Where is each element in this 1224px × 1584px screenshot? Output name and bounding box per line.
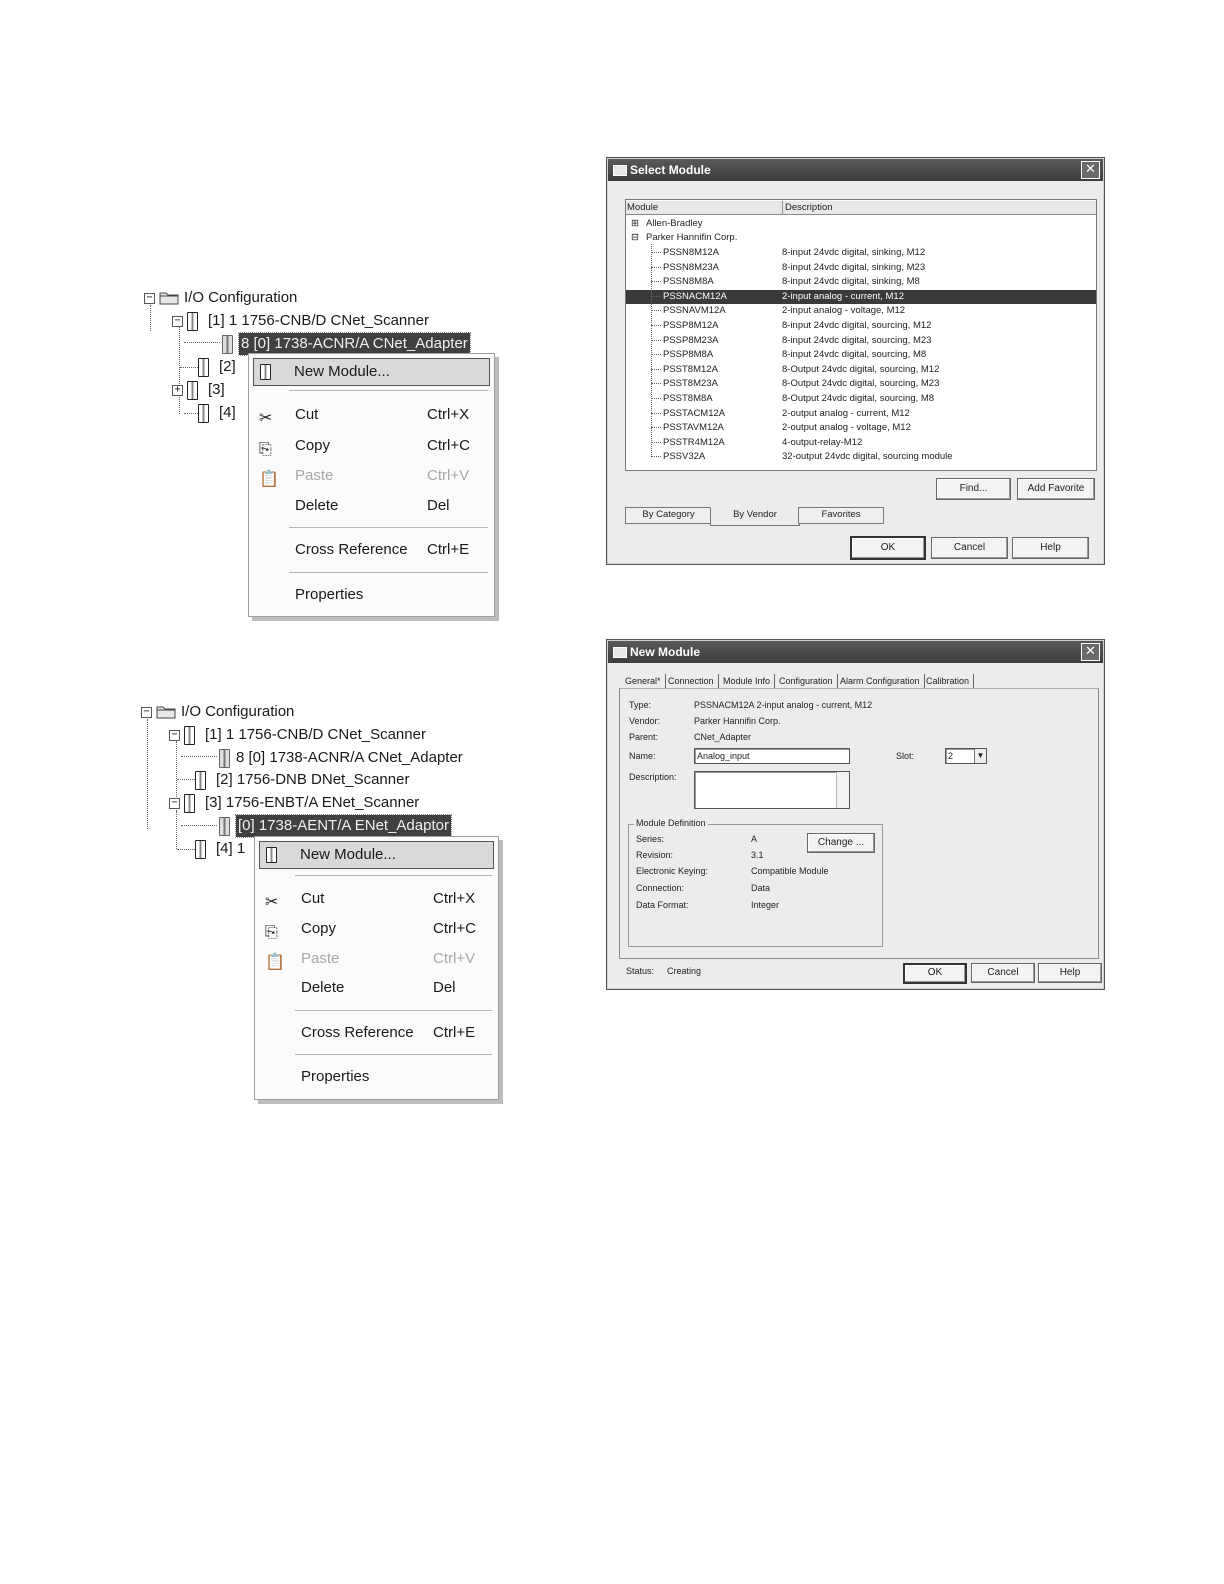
module-name: PSST8M23A <box>663 378 718 390</box>
module-icon <box>184 726 195 745</box>
connection-value: Data <box>751 883 771 893</box>
dialog-title: New Module <box>630 645 701 659</box>
scissors-icon: ✂ <box>265 894 279 911</box>
tree-item-slot-4[interactable] <box>195 838 245 860</box>
tree-item-label: [2] 1756-DNB DNet_Scanner <box>216 771 410 788</box>
module-icon <box>198 404 209 423</box>
tree-item-label: [4] <box>219 404 236 421</box>
module-name: PSSN8M23A <box>663 261 719 273</box>
tree-item-label: [0] 1738-AENT/A ENet_Adaptor <box>236 815 451 837</box>
tree-connector <box>651 398 661 399</box>
module-name: PSSP8M8A <box>663 349 714 361</box>
module-list[interactable] <box>625 199 1097 471</box>
tree-item-label: [3] <box>208 381 225 398</box>
menu-item-cross-reference[interactable]: Cross Reference Ctrl+E <box>295 541 470 558</box>
module-icon <box>219 749 230 768</box>
tree-item-label: 8 [0] 1738-ACNR/A CNet_Adapter <box>236 749 463 766</box>
context-menu-2 <box>254 836 499 1100</box>
find-button[interactable]: Find... <box>936 478 1011 500</box>
series-value: A <box>751 834 758 844</box>
collapse-icon[interactable]: − <box>169 730 180 741</box>
module-description: 4-output-relay-M12 <box>782 436 863 448</box>
module-description: 8-input 24vdc digital, sinking, M23 <box>782 261 926 273</box>
module-name: PSSTR4M12A <box>663 436 725 448</box>
module-definition-group <box>628 818 883 947</box>
new-module-dialog <box>606 639 1105 990</box>
add-favorite-button[interactable]: Add Favorite <box>1017 478 1095 500</box>
tree-connector <box>651 456 661 457</box>
paste-icon: 📋 <box>259 471 279 488</box>
vendor-label: Vendor: <box>629 716 661 726</box>
module-icon <box>222 335 233 354</box>
module-description: 2-output analog - voltage, M12 <box>782 422 911 434</box>
module-row[interactable] <box>626 450 1096 464</box>
data-format-value: Integer <box>751 900 780 910</box>
module-description: 2-input analog - voltage, M12 <box>782 305 906 317</box>
collapse-icon[interactable]: − <box>172 316 183 327</box>
module-row[interactable] <box>626 392 1096 406</box>
tree-item-enet-scanner[interactable] <box>169 792 419 814</box>
name-label: Name: <box>629 751 656 761</box>
tree-connector <box>651 252 661 253</box>
tree-connector <box>180 367 198 368</box>
list-header <box>626 201 1096 215</box>
collapse-icon[interactable]: − <box>141 707 152 718</box>
tree-connector <box>651 427 661 428</box>
module-description: 8-input 24vdc digital, sinking, M12 <box>782 247 926 258</box>
module-name: PSSN8M8A <box>663 276 714 288</box>
module-row[interactable] <box>626 304 1096 318</box>
window-icon <box>613 165 627 176</box>
chevron-down-icon[interactable]: ▼ <box>974 749 986 763</box>
dialog-title: Select Module <box>630 163 711 177</box>
close-icon[interactable]: ✕ <box>1081 161 1100 179</box>
vendor-row-parker[interactable]: ⊟ Parker Hannifin Corp. <box>631 232 738 243</box>
menu-item-paste: 📋 Paste Ctrl+V <box>255 946 498 972</box>
parent-label: Parent: <box>629 732 659 742</box>
menu-separator <box>295 875 492 876</box>
revision-value: 3.1 <box>751 850 764 860</box>
menu-item-properties[interactable]: Properties <box>301 1068 370 1085</box>
module-name: PSSTAVM12A <box>663 422 724 434</box>
tree-item-cnet-adapter[interactable] <box>219 747 463 769</box>
scissors-icon: ✂ <box>259 410 273 427</box>
tree-item-label: [3] 1756-ENBT/A ENet_Scanner <box>205 794 420 811</box>
module-name: PSSV32A <box>663 451 706 463</box>
module-description: 8-Output 24vdc digital, sourcing, M12 <box>782 363 940 375</box>
status-value: Creating <box>667 966 702 976</box>
menu-item-delete[interactable]: Delete Del <box>295 497 450 514</box>
tree-item-slot-4[interactable] <box>198 402 236 424</box>
tab-favorites[interactable]: Favorites <box>798 507 884 524</box>
copy-icon: ⎘ <box>265 924 278 941</box>
menu-separator <box>295 1010 492 1011</box>
connection-label: Connection: <box>636 883 685 893</box>
module-row[interactable] <box>626 436 1096 450</box>
tree-connector <box>651 413 661 414</box>
tree-root-label: I/O Configuration <box>184 289 298 306</box>
folder-icon <box>156 705 176 719</box>
module-name: PSST8M12A <box>663 363 718 375</box>
menu-item-cross-reference[interactable]: Cross Reference Ctrl+E <box>301 1024 476 1041</box>
menu-item-paste: 📋 Paste Ctrl+V <box>249 463 494 489</box>
dialog-titlebar[interactable] <box>608 641 1103 663</box>
help-button[interactable]: Help <box>1012 537 1089 559</box>
menu-item-copy[interactable]: ⎘ Copy Ctrl+C <box>249 433 494 459</box>
tree-connector <box>651 281 661 282</box>
tree-item-label: 8 [0] 1738-ACNR/A CNet_Adapter <box>239 333 470 355</box>
change-button[interactable]: Change ... <box>807 833 875 853</box>
module-row[interactable] <box>626 334 1096 348</box>
tree-connector <box>177 849 195 850</box>
menu-item-cut[interactable]: ✂ Cut Ctrl+X <box>255 886 498 912</box>
tab-connection[interactable]: Connection <box>664 674 719 688</box>
slot-select[interactable] <box>945 748 987 764</box>
tree-item-cnet-adapter[interactable] <box>222 333 470 355</box>
tree-item-dnet-scanner[interactable] <box>195 769 409 791</box>
module-row[interactable] <box>626 319 1096 333</box>
module-icon <box>195 771 206 790</box>
parent-value: CNet_Adapter <box>694 732 752 742</box>
module-row[interactable] <box>626 348 1096 362</box>
tree-connector <box>177 779 195 780</box>
tree-item-label: [1] 1 1756-CNB/D CNet_Scanner <box>205 726 426 743</box>
tab-module-info[interactable]: Module Info <box>719 674 775 688</box>
data-format-label: Data Format: <box>636 900 689 910</box>
description-label: Description: <box>629 772 677 782</box>
tree-root-label: I/O Configuration <box>181 703 295 720</box>
module-name: PSSTACM12A <box>663 407 726 419</box>
module-name: PSSP8M23A <box>663 334 719 346</box>
module-icon <box>219 817 230 836</box>
tree-connector <box>184 342 220 343</box>
tree-item-slot-2[interactable] <box>198 356 236 378</box>
paste-icon: 📋 <box>265 954 285 971</box>
tree-root[interactable] <box>144 287 297 309</box>
collapse-icon[interactable]: − <box>144 293 155 304</box>
select-module-dialog <box>606 157 1105 565</box>
scrollbar[interactable] <box>836 772 849 808</box>
menu-separator <box>289 572 488 573</box>
keying-label: Electronic Keying: <box>636 866 709 876</box>
module-row[interactable] <box>626 275 1096 289</box>
tab-general[interactable]: General* <box>621 674 666 688</box>
tree-connector <box>651 296 661 297</box>
tree-item-label: [2] <box>219 358 236 375</box>
description-input[interactable] <box>694 771 850 809</box>
module-description: 8-Output 24vdc digital, sourcing, M23 <box>782 378 940 390</box>
module-name: PSSP8M12A <box>663 320 719 331</box>
module-row[interactable] <box>626 421 1096 435</box>
tree-connector <box>651 325 661 326</box>
tree-connector <box>651 354 661 355</box>
menu-item-properties[interactable]: Properties <box>295 586 364 603</box>
menu-item-new-module[interactable]: New Module... <box>259 841 494 869</box>
tree-connector <box>651 244 652 457</box>
tree-connector <box>181 825 217 826</box>
menu-item-cut[interactable]: ✂ Cut Ctrl+X <box>249 402 494 428</box>
menu-separator <box>289 390 488 391</box>
menu-item-copy[interactable]: ⎘ Copy Ctrl+C <box>255 916 498 942</box>
module-icon <box>266 846 287 872</box>
module-name: PSST8M8A <box>663 393 713 404</box>
module-description: 32-output 24vdc digital, sourcing module <box>782 451 953 463</box>
module-description: 8-input 24vdc digital, sourcing, M12 <box>782 320 932 331</box>
module-icon <box>260 363 281 389</box>
tree-connector <box>651 369 661 370</box>
module-name: PSSNACM12A <box>663 290 727 302</box>
tree-item-label: [4] 1 <box>216 840 246 857</box>
tree-root[interactable] <box>141 701 294 723</box>
column-header-module[interactable]: Module <box>627 202 659 213</box>
module-row[interactable] <box>626 261 1096 275</box>
status-label: Status: <box>626 966 655 976</box>
menu-item-delete[interactable]: Delete Del <box>301 979 456 996</box>
module-name: PSSN8M12A <box>663 247 719 258</box>
type-value: PSSNACM12A 2-input analog - current, M12 <box>694 700 873 710</box>
tree-connector <box>184 413 198 414</box>
ok-button[interactable]: OK <box>850 536 926 560</box>
module-description: 2-output analog - current, M12 <box>782 407 910 419</box>
module-description: 8-input 24vdc digital, sinking, M8 <box>782 276 920 288</box>
vendor-value: Parker Hannifin Corp. <box>694 716 781 726</box>
module-icon <box>195 840 206 859</box>
name-input[interactable]: Analog_input <box>694 748 850 764</box>
tree-connector <box>651 442 661 443</box>
module-icon <box>187 381 198 400</box>
vendor-row-allen-bradley[interactable]: ⊞ Allen-Bradley <box>631 218 703 229</box>
tab-configuration[interactable]: Configuration <box>775 674 838 688</box>
tree-item-slot-3[interactable] <box>172 379 225 401</box>
ok-button[interactable]: OK <box>903 963 967 984</box>
tree-item-cnet-scanner[interactable] <box>172 310 429 332</box>
context-menu-1 <box>248 353 495 617</box>
revision-label: Revision: <box>636 850 674 860</box>
keying-value: Compatible Module <box>751 866 829 876</box>
menu-separator <box>289 527 488 528</box>
tab-calibration[interactable]: Calibration <box>922 674 974 688</box>
copy-icon: ⎘ <box>259 441 272 458</box>
column-header-description[interactable]: Description <box>782 201 833 215</box>
group-title: Module Definition <box>636 818 706 828</box>
tree-connector <box>181 756 217 757</box>
close-icon[interactable]: ✕ <box>1081 643 1100 661</box>
collapse-icon[interactable]: − <box>169 798 180 809</box>
module-description: 2-input analog - current, M12 <box>782 290 904 302</box>
module-row[interactable] <box>626 363 1096 377</box>
expand-icon[interactable]: + <box>172 385 183 396</box>
module-name: PSSNAVM12A <box>663 305 726 317</box>
module-row[interactable] <box>626 377 1096 391</box>
tree-item-enet-adaptor[interactable] <box>219 815 451 837</box>
tree-connector <box>651 340 661 341</box>
dialog-titlebar[interactable] <box>608 159 1103 181</box>
type-label: Type: <box>629 700 652 710</box>
tab-alarm-configuration[interactable]: Alarm Configuration <box>836 674 925 688</box>
cancel-button[interactable]: Cancel <box>931 537 1008 559</box>
tree-item-cnet-scanner[interactable] <box>169 724 426 746</box>
tree-connector <box>651 267 661 268</box>
menu-item-new-module[interactable]: New Module... <box>253 358 490 386</box>
module-row[interactable] <box>626 407 1096 421</box>
help-button[interactable]: Help <box>1038 963 1102 983</box>
module-icon <box>184 794 195 813</box>
slot-value: 2 <box>948 751 954 761</box>
module-icon <box>187 312 198 331</box>
module-icon <box>198 358 209 377</box>
module-description: 8-input 24vdc digital, sourcing, M23 <box>782 334 932 346</box>
tab-by-category[interactable]: By Category <box>625 507 712 524</box>
tree-item-label: [1] 1 1756-CNB/D CNet_Scanner <box>208 312 429 329</box>
menu-separator <box>295 1054 492 1055</box>
tree-connector <box>651 383 661 384</box>
window-icon <box>613 647 627 658</box>
series-label: Series: <box>636 834 665 844</box>
cancel-button[interactable]: Cancel <box>971 963 1035 983</box>
slot-label: Slot: <box>896 751 915 761</box>
tree-connector <box>651 310 661 311</box>
module-row[interactable] <box>626 246 1096 260</box>
module-row[interactable] <box>626 290 1096 304</box>
module-description: 8-Output 24vdc digital, sourcing, M8 <box>782 393 935 404</box>
tree-connector <box>147 719 148 829</box>
expand-icon[interactable]: ⊞ <box>631 218 639 229</box>
tab-by-vendor[interactable]: By Vendor <box>710 507 800 526</box>
folder-icon <box>159 291 179 305</box>
collapse-icon[interactable]: ⊟ <box>631 232 639 243</box>
module-description: 8-input 24vdc digital, sourcing, M8 <box>782 349 927 361</box>
